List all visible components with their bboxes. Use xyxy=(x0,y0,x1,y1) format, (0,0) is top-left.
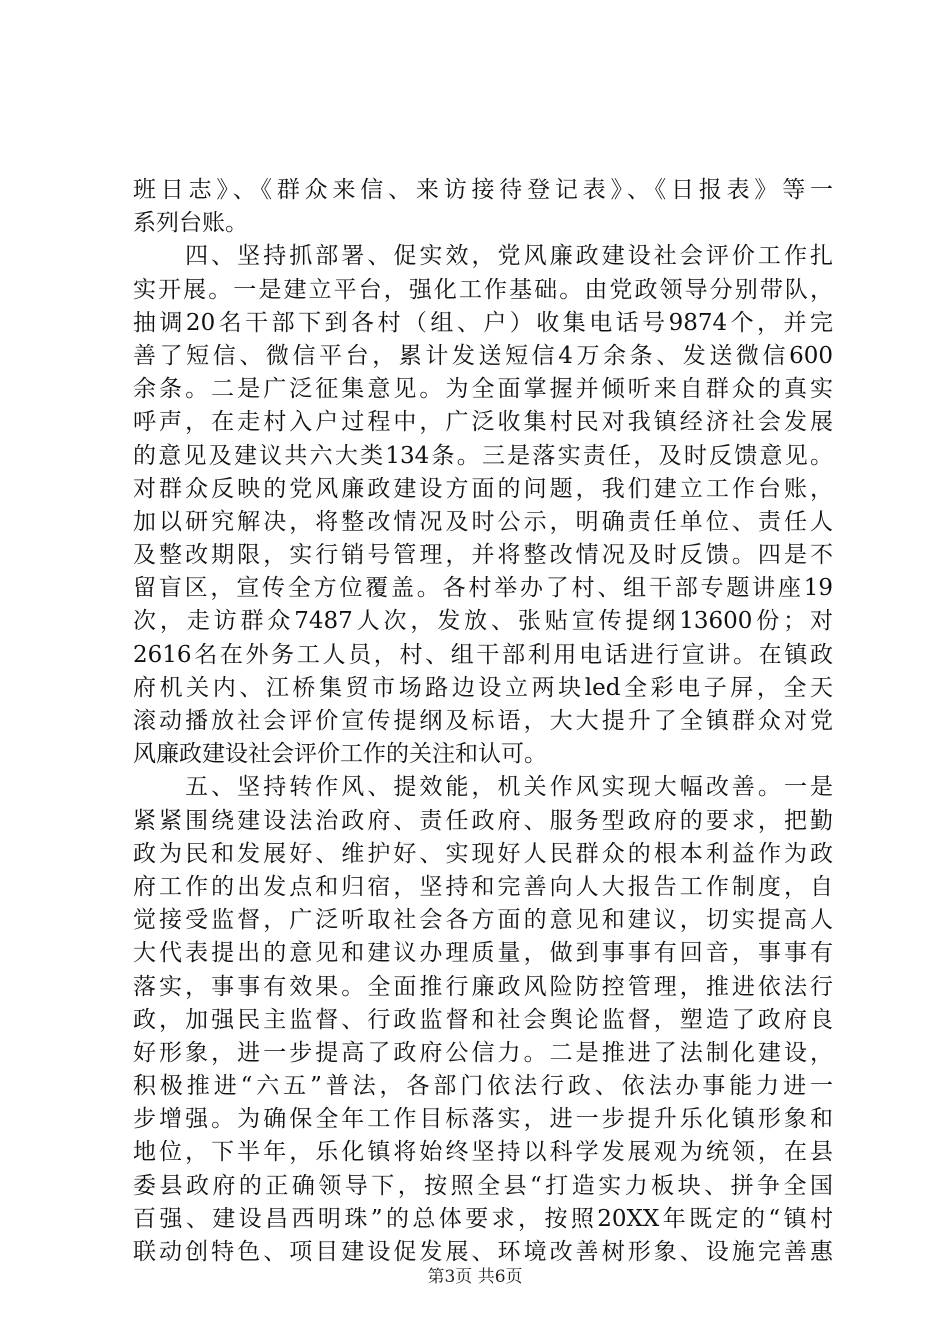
text-line: 滚动播放社会评价宣传提纲及标语，大大提升了全镇群众对党 xyxy=(133,708,833,734)
text-line: 步增强。为确保全年工作目标落实，进一步提升乐化镇形象和 xyxy=(133,1106,833,1133)
text-line: 积极推进“六五”普法，各部门依法行政、依法办事能力进一 xyxy=(133,1073,833,1100)
text-line: 次，走访群众7487人次，发放、张贴宣传提纲13600份；对 xyxy=(133,608,833,635)
text-line: 善了短信、微信平台，累计发送短信4万余条、发送微信600 xyxy=(133,342,833,369)
text-line: 余条。二是广泛征集意见。为全面掌握并倾听来自群众的真实 xyxy=(133,376,833,403)
text-line: 觉接受监督，广泛听取社会各方面的意见和建议，切实提高人 xyxy=(133,907,833,934)
text-line: 大代表提出的意见和建议办理质量，做到事事有回音，事事有 xyxy=(133,940,833,967)
page-number-footer: 第3页 共6页 xyxy=(427,1267,523,1287)
text-line: 政为民和发展好、维护好、实现好人民群众的根本利益作为政 xyxy=(133,840,833,867)
text-line: 五、坚持转作风、提效能，机关作风实现大幅改善。一是 xyxy=(133,774,833,801)
text-line: 百强、建设昌西明珠”的总体要求，按照20XX年既定的“镇村 xyxy=(133,1205,834,1232)
text-line: 联动创特色、项目建设促发展、环境改善树形象、设施完善惠 xyxy=(133,1239,833,1265)
text-line: 呼声，在走村入户过程中，广泛收集村民对我镇经济社会发展 xyxy=(133,409,833,436)
text-line: 加以研究解决，将整改情况及时公示，明确责任单位、责任人 xyxy=(133,508,833,535)
text-line: 委县政府的正确领导下，按照全县“打造实力板块、拼争全国 xyxy=(133,1172,833,1199)
text-line: 的意见及建议共六大类134条。三是落实责任，及时反馈意见。 xyxy=(133,442,833,469)
text-line: 好形象，进一步提高了政府公信力。二是推进了法制化建设， xyxy=(133,1039,833,1066)
text-line: 2616名在外务工人员，村、组干部利用电话进行宣讲。在镇政 xyxy=(133,641,833,668)
text-line: 府机关内、江桥集贸市场路边设立两块led全彩电子屏，全天 xyxy=(133,674,833,701)
text-line: 及整改期限，实行销号管理，并将整改情况及时反馈。四是不 xyxy=(133,542,833,569)
text-line: 四、坚持抓部署、促实效，党风廉政建设社会评价工作扎 xyxy=(133,243,833,270)
text-line: 落实，事事有效果。全面推行廉政风险防控管理，推进依法行 xyxy=(133,973,833,1000)
text-line: 抽调20名干部下到各村（组、户）收集电话号9874个，并完 xyxy=(133,309,833,336)
text-line: 政，加强民主监督、行政监督和社会舆论监督，塑造了政府良 xyxy=(133,1006,833,1033)
text-line: 系列台账。 xyxy=(133,210,248,237)
text-line: 紧紧围绕建设法治政府、责任政府、服务型政府的要求，把勤 xyxy=(133,807,833,834)
text-line: 对群众反映的党风廉政建设方面的问题，我们建立工作台账， xyxy=(133,475,833,502)
body-text xyxy=(133,174,833,1269)
text-line: 地位，下半年，乐化镇将始终坚持以科学发展观为统领，在县 xyxy=(133,1139,833,1166)
text-line: 风廉政建设社会评价工作的关注和认可。 xyxy=(133,741,547,768)
text-line: 实开展。一是建立平台，强化工作基础。由党政领导分别带队， xyxy=(133,276,833,303)
text-line: 班日志》、《群众来信、来访接待登记表》、《日报表》等一 xyxy=(133,177,833,203)
text-line: 府工作的出发点和归宿，坚持和完善向人大报告工作制度，自 xyxy=(133,873,833,900)
text-line: 留盲区，宣传全方位覆盖。各村举办了村、组干部专题讲座19 xyxy=(133,575,833,602)
